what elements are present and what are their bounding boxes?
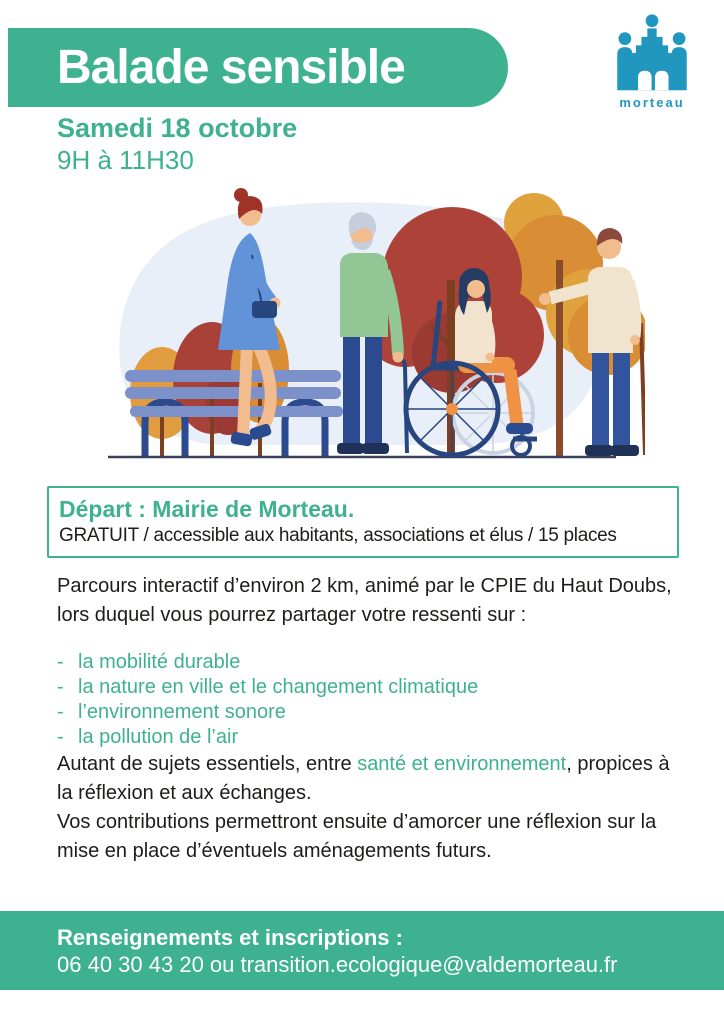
- departure-line: Départ : Mairie de Morteau.: [59, 496, 355, 522]
- page-title: Balade sensible: [57, 41, 405, 94]
- title-banner: [8, 28, 508, 107]
- list-item: [57, 675, 679, 700]
- body-content: [57, 572, 679, 866]
- subjects-text-before: Autant de sujets essentiels, entre: [57, 753, 358, 775]
- event-when: [57, 112, 297, 176]
- list-item: [57, 725, 679, 750]
- subjects-text-after: , propices à la réflexion et aux échanges.: [57, 753, 670, 804]
- list-dash: -: [57, 676, 64, 698]
- subjects-paragraph: [57, 750, 679, 808]
- list-item: [57, 700, 679, 725]
- intro-paragraph: Parcours interactif d’environ 2 km, animé par le CPIE du Haut Doubs, lors duquel vous pourrez partager votre ressenti sur :: [57, 575, 672, 626]
- event-date: Samedi 18 octobre: [57, 113, 298, 143]
- event-time: 9H à 11H30: [57, 145, 194, 175]
- list-dash: -: [57, 651, 64, 673]
- list-dash: -: [57, 726, 64, 748]
- topic-label: l’environnement sonore: [78, 701, 286, 723]
- topic-label: la mobilité durable: [78, 651, 241, 673]
- topic-label: la pollution de l’air: [78, 726, 239, 748]
- list-dash: -: [57, 701, 64, 723]
- park-walk-illustration: [100, 185, 645, 470]
- footer-heading: Renseignements et inscriptions :: [57, 925, 403, 950]
- health-environment-highlight: santé et environnement: [357, 753, 567, 775]
- castle-icon: [613, 14, 691, 92]
- contact-footer: [0, 911, 724, 990]
- departure-info-box: [47, 486, 679, 558]
- topics-list: [57, 650, 679, 750]
- morteau-logo: [608, 14, 696, 110]
- footer-contact: 06 40 30 43 20 ou transition.ecologique@valdemorteau.fr: [57, 952, 618, 977]
- conditions-line: GRATUIT / accessible aux habitants, associations et élus / 15 places: [59, 525, 617, 546]
- logo-wordmark: morteau: [619, 95, 685, 110]
- list-item: [57, 650, 679, 675]
- contributions-paragraph: Vos contributions permettront ensuite d’amorcer une réflexion sur la mise en place d’éventuels aménagements futurs.: [57, 811, 657, 862]
- topic-label: la nature en ville et le changement climatique: [78, 676, 479, 698]
